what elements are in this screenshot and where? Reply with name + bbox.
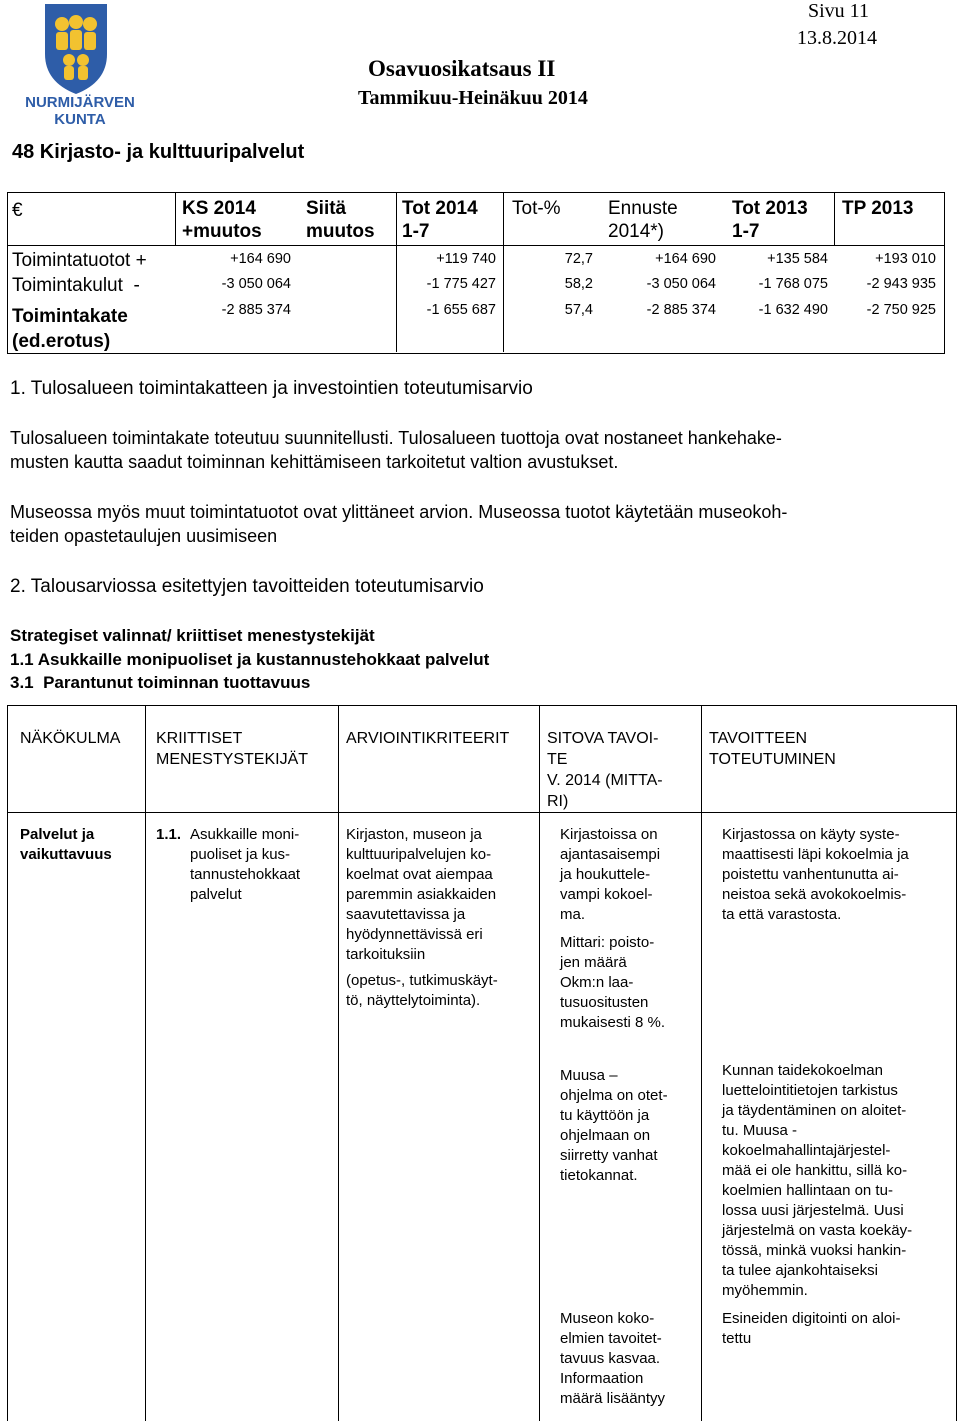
table-cell: 58,2 [564,276,593,292]
table-cell: +135 584 [767,251,828,267]
page-number: Sivu 11 [808,0,869,22]
table-cell: +193 010 [875,251,936,267]
table-cell: -1 775 427 [426,276,496,292]
col-header-tot2013: Tot 2013 1-7 [732,198,808,242]
col-header-tot-percent: Tot-% [512,198,561,219]
table-cell: -2 750 925 [866,302,936,318]
table-cell: -3 050 064 [646,276,716,292]
result2-text: Kunnan taidekokoelman luettelointitietojen tarkistus ja täydentäminen on aloitet- tu. Muusa - kokoelmahallintajärjestel- mää ei ole hankittu, sillä ko- koelmien hallintaan on tu- lossa uusi järjestelmä. Uusi järjestelmä on vasta koekäy- tössä, minkä vuoksi hankin- ta tulee ajankohtaiseksi myöhemmin. [722,1062,913,1299]
criteria-text: Kirjaston, museon ja kulttuuripalvelujen ko- koelmat ovat aiempaa paremmin asiakkaiden saavutettavissa ja hyödynnettävissä eri tarkoituksiin (opetus-, tutkimuskäyt- tö, näyttelytoiminta). [346,826,498,1009]
table-cell: -2 943 935 [866,276,936,292]
factor-number: 1.1. [156,826,182,843]
goal1-text: Kirjastoissa on ajantasaisempi ja houkuttele- vampi kokoel- ma. Mittari: poisto- jen määrä Okm:n laa- tusuositusten mukaisesti 8 %. [560,826,666,1031]
table-cell: +119 740 [436,251,496,267]
header-kriittiset: KRIITTISET MENESTYSTEKIJÄT [156,730,309,768]
table-cell: -1 632 490 [758,302,828,318]
report-period: Tammikuu-Heinäkuu 2014 [358,87,588,109]
strategic-label: Strategiset valinnat/ kriittiset menestystekijät [10,626,375,645]
result3-text: Esineiden digitointi on aloi- tettu [722,1310,901,1347]
goal2-text: Muusa – ohjelma on otet- tu käyttöön ja ohjelmaan on siirretty vanhat tietokannat. [560,1067,668,1184]
table-cell: -3 050 064 [221,276,291,292]
table-cell: 72,7 [564,251,593,267]
col-header-tp2013: TP 2013 [842,198,914,219]
table-cell: -1 655 687 [426,302,496,318]
header-toteutuminen: TAVOITTEEN TOTEUTUMINEN [709,730,836,768]
col-header-tot2014: Tot 2014 1-7 [402,198,478,242]
strategic-item-2: 3.1 Parantunut toiminnan tuottavuus [10,673,311,692]
factor-text: Asukkaille moni- puoliset ja kus- tannustehokkaat palvelut [190,826,301,903]
row-label-kulut: Toimintakulut - [12,275,140,296]
table-cell: +164 690 [655,251,716,267]
header-nakokulma: NÄKÖKULMA [20,730,121,747]
result1-text: Kirjastossa on käyty syste- maattisesti läpi kokoelmia ja poistettu vanhentunutta ai- neistoa sekä avokokoelmis- ta että varastosta. [722,826,909,923]
header-arviointikriteerit: ARVIOINTIKRITEERIT [346,730,510,747]
section1-paragraph2: Museossa myös muut toimintatuotot ovat ylittäneet arvion. Museossa tuotot käytetään museokoh- teiden opastetaulujen uusimiseen [10,502,788,546]
col-header-ks2014: KS 2014 +muutos [182,198,262,242]
perspective-cell: Palvelut ja vaikuttavuus [20,826,112,863]
row-label-tuotot: Toimintatuotot + [12,250,147,271]
section1-heading: 1. Tulosalueen toimintakatteen ja investointien toteutumisarvio [10,378,533,399]
col-header-siita-muutos: Siitä muutos [306,198,375,242]
logo-text: NURMIJÄRVEN KUNTA [25,94,135,128]
goal3-text: Museon koko- elmien tavoitet- tavuus kasvaa. Informaation määrä lisääntyy [560,1310,666,1407]
table-cell: 57,4 [564,302,593,318]
euro-symbol: € [12,200,23,221]
section1-paragraph1: Tulosalueen toimintakate toteutuu suunnitellusti. Tulosalueen tuottoja ovat nostaneet hankehake- musten kautta saadut toiminnan kehittämiseen tarkoitetut valtion avustukset. [10,428,782,472]
col-header-ennuste: Ennuste 2014*) [608,198,678,242]
finance-table [7,192,945,354]
report-date: 13.8.2014 [797,27,877,49]
report-title: Osavuosikatsaus II [368,56,556,81]
row-label-toimintakate: Toimintakate (ed.erotus) [12,306,128,352]
header-sitova-tavoite: SITOVA TAVOI- TE V. 2014 (MITTA- RI) [547,730,663,810]
table-cell: -2 885 374 [221,302,291,318]
strategic-item-1: 1.1 Asukkaille monipuoliset ja kustannustehokkaat palvelut [10,650,490,669]
table-cell: -2 885 374 [646,302,716,318]
table-cell: +164 690 [230,251,291,267]
section2-heading: 2. Talousarviossa esitettyjen tavoitteiden toteutumisarvio [10,576,484,597]
department-title: 48 Kirjasto- ja kulttuuripalvelut [12,141,305,163]
goals-table [7,705,957,1421]
municipality-logo [12,2,142,130]
table-cell: -1 768 075 [758,276,828,292]
